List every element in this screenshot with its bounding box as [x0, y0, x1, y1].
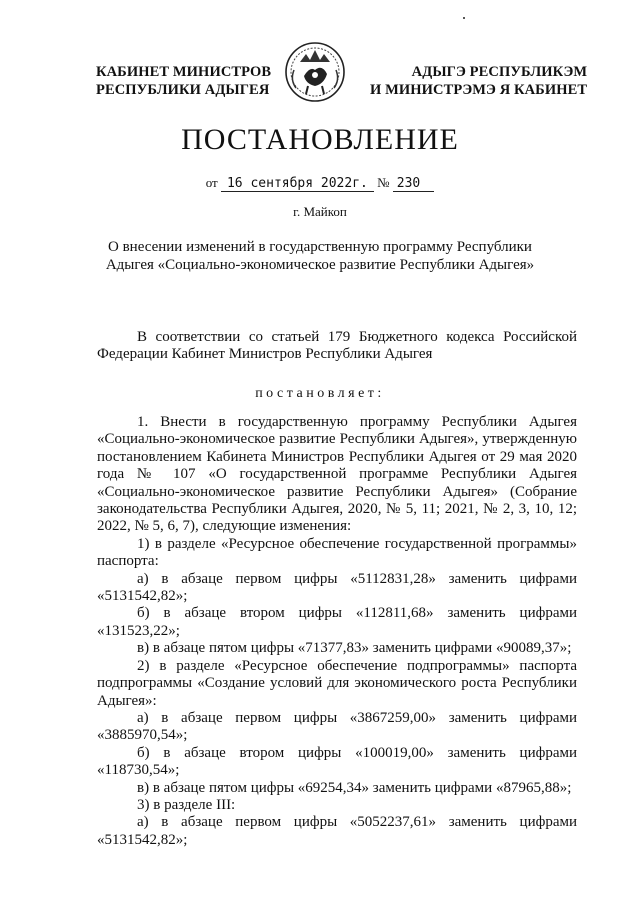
- scan-speck: [463, 17, 465, 19]
- list-item: 3) в разделе III:: [137, 796, 236, 813]
- preamble-text: В соответствии со статьей 179 Бюджетного кодекса Российской Федерации Кабинет Министров Республики Адыгея: [97, 329, 577, 363]
- issuer-adyghe: [370, 63, 587, 99]
- document-subject: О внесении изменений в государственную программу Республики Адыгея «Социально-экономическое развитие Республики Адыгея»: [105, 239, 535, 273]
- list-item: 1) в разделе «Ресурсное обеспечение государственной программы» паспорта:: [97, 535, 577, 570]
- preamble: [97, 329, 577, 364]
- issuer-russian-line1: КАБИНЕТ МИНИСТРОВ: [96, 64, 272, 80]
- list-item: 2) в разделе «Ресурсное обеспечение подпрограммы» паспорта подпрограммы «Создание условий для экономического роста Республики Адыгея»:: [97, 657, 577, 709]
- document-title: ПОСТАНОВЛЕНИЕ: [181, 123, 459, 156]
- number-prefix: №: [377, 175, 390, 190]
- issuer-russian-line2: РЕСПУБЛИКИ АДЫГЕЯ: [96, 82, 270, 98]
- resolution-items: [97, 414, 577, 849]
- republic-coat-of-arms-icon: [280, 40, 350, 104]
- issuer-adyghe-line2: И МИНИСТРЭМЭ Я КАБИНЕТ: [370, 82, 588, 98]
- date-line: [0, 175, 640, 191]
- list-item: а) в абзаце первом цифры «5052237,61» заменить цифрами «5131542,82»;: [97, 814, 577, 848]
- resolves-heading: постановляет:: [255, 386, 385, 401]
- issuer-russian: [96, 63, 271, 99]
- list-item: б) в абзаце втором цифры «112811,68» заменить цифрами «131523,22»;: [97, 605, 577, 639]
- date-value: 16 сентября 2022г.: [221, 176, 374, 192]
- date-prefix: от: [205, 175, 218, 190]
- list-item: а) в абзаце первом цифры «3867259,00» заменить цифрами «3885970,54»;: [97, 709, 577, 744]
- list-item: б) в абзаце втором цифры «100019,00» заменить цифрами «118730,54»;: [97, 744, 577, 779]
- number-value: 230: [393, 176, 434, 192]
- list-item: в) в абзаце пятом цифры «71377,83» заменить цифрами «90089,37»;: [137, 640, 572, 657]
- city: г. Майкоп: [293, 204, 347, 219]
- list-item: а) в абзаце первом цифры «5112831,28» заменить цифрами «5131542,82»;: [97, 570, 577, 605]
- list-item: в) в абзаце пятом цифры «69254,34» заменить цифрами «87965,88»;: [137, 779, 572, 796]
- list-item: 1. Внести в государственную программу Республики Адыгея «Социально-экономическое развитие Республики Адыгея», утвержденную постановлением Кабинета Министров Республики Адыгея от 29 мая 2020 года № 107 «О государственной программе Республики Адыгея «Социально-экономическое развитие Республики Адыгея» (Собрание законодательства Республики Адыгея, 2020, № 5, 11; 2021, № 2, 3, 10, 12; 2022, № 5, 6, 7), следующие изменения:: [97, 414, 577, 535]
- issuer-adyghe-line1: АДЫГЭ РЕСПУБЛИКЭМ: [411, 64, 588, 80]
